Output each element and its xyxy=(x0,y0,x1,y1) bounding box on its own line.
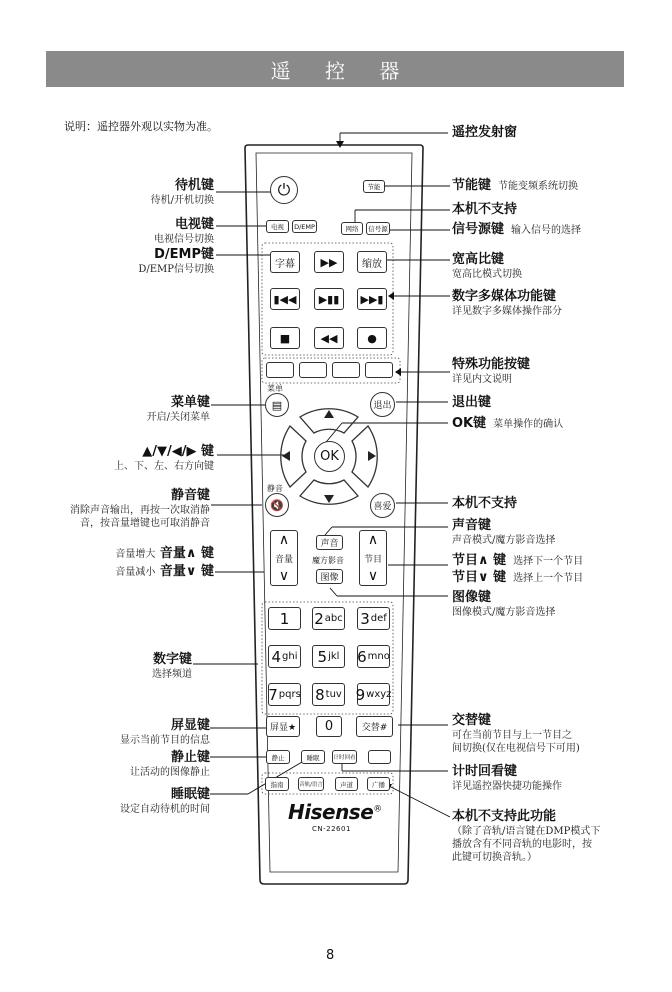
fav-na-label: 本机不支持 xyxy=(452,496,518,511)
sound-callout xyxy=(452,518,555,547)
number-3-button[interactable] xyxy=(357,607,390,630)
menu-callout xyxy=(147,395,210,424)
ok-callout xyxy=(452,416,563,433)
mute-icon: 🔇 xyxy=(270,498,284,512)
volume-up-label: 音量∧ 键 xyxy=(159,546,214,561)
volume-down-desc: 音量减小 xyxy=(115,567,156,578)
standby-callout xyxy=(151,178,214,207)
energy-label: 节能键 xyxy=(452,178,492,193)
volume-down-icon: ∨ xyxy=(278,568,290,584)
timeshift-callout xyxy=(452,764,562,793)
demp-button[interactable]: D/EMP xyxy=(292,220,317,233)
arrow-media xyxy=(388,292,394,300)
mute-caption: 静音 xyxy=(267,484,283,493)
na-func-callout xyxy=(452,809,600,864)
program-rocker[interactable] xyxy=(359,530,387,586)
mute-button[interactable] xyxy=(265,493,289,517)
number-label: 数字键 xyxy=(152,652,192,667)
sound-button[interactable]: 声音 xyxy=(316,535,343,550)
record-icon: ● xyxy=(367,331,377,345)
display-callout xyxy=(120,718,210,747)
display-button[interactable]: 屏显★ xyxy=(266,716,300,737)
previous-button[interactable] xyxy=(270,288,300,310)
model-number: CN-22601 xyxy=(312,825,351,833)
prog-down-desc: 选择上一个节目 xyxy=(513,573,584,584)
number-letters: jkl xyxy=(328,651,340,662)
tv-label: 电视键 xyxy=(174,217,214,232)
sound-label: 声音键 xyxy=(452,518,492,533)
number-8-button[interactable] xyxy=(312,683,345,706)
color-key-blue[interactable] xyxy=(365,362,393,378)
volume-up-line xyxy=(115,546,214,562)
standby-desc: 待机/开机切换 xyxy=(150,195,214,206)
arrows-callout xyxy=(114,444,214,473)
dpad-right-arrow xyxy=(368,451,376,461)
dpad-down-arrow xyxy=(324,495,334,503)
timeshift-button[interactable]: 计时回看 xyxy=(332,750,357,764)
prog-down-callout xyxy=(452,570,583,587)
exit-label: 退出键 xyxy=(452,395,492,410)
energy-desc: 节能变频系统切换 xyxy=(498,181,579,192)
na-func-desc-2: 播放含有不同音轨的电影时，按 xyxy=(452,839,592,850)
play-pause-button[interactable] xyxy=(314,288,344,310)
arrow-special xyxy=(395,368,401,376)
mute-label: 静音键 xyxy=(170,488,210,503)
number-2-button[interactable] xyxy=(312,607,345,630)
picture-desc: 图像模式/魔方影音选择 xyxy=(452,607,556,618)
blank-button[interactable] xyxy=(368,750,391,764)
number-digit: 5 xyxy=(317,647,328,666)
guide-button[interactable]: 指南 xyxy=(265,777,289,791)
ir-label: 遥控发射窗 xyxy=(452,125,518,140)
timeshift-label: 计时回看键 xyxy=(452,764,518,779)
color-key-green[interactable] xyxy=(299,362,327,378)
number-5-button[interactable] xyxy=(312,645,345,668)
power-button[interactable] xyxy=(270,176,298,204)
special-callout xyxy=(452,357,530,386)
previous-icon: ▮◀◀ xyxy=(273,292,297,306)
rewind-icon: ◀◀ xyxy=(320,331,338,345)
sleep-desc: 设定自动待机的时间 xyxy=(120,804,210,815)
swap-button[interactable]: 交替# xyxy=(356,716,393,737)
sleep-label: 睡眠键 xyxy=(170,787,210,802)
stop-button[interactable] xyxy=(270,327,300,349)
source-callout xyxy=(452,222,581,239)
brand-logo xyxy=(288,800,382,824)
broadcast-button[interactable]: 广播 xyxy=(367,777,390,791)
menu-icon: ▤ xyxy=(271,398,283,412)
ok-desc: 菜单操作的确认 xyxy=(493,419,564,430)
display-label: 屏显键 xyxy=(170,718,210,733)
number-digit: 9 xyxy=(355,685,366,704)
demp-callout xyxy=(138,247,214,276)
energy-callout xyxy=(452,178,578,195)
aspect-desc: 宽高比模式切换 xyxy=(452,269,522,280)
swap-label: 交替键 xyxy=(452,713,492,728)
energy-button[interactable]: 节能 xyxy=(363,180,385,193)
program-label: 节目 xyxy=(363,554,382,565)
number-letters: mno xyxy=(367,651,390,662)
rewind-button[interactable] xyxy=(314,327,344,349)
picture-label: 图像键 xyxy=(452,590,492,605)
arrows-label: ▲/▼/◀/▶ 键 xyxy=(142,444,214,459)
source-label: 信号源键 xyxy=(452,222,505,237)
color-key-yellow[interactable] xyxy=(332,362,360,378)
timeshift-desc: 详见遥控器快捷功能操作 xyxy=(452,781,562,792)
swap-desc-1: 可在当前节目与上一节目之 xyxy=(452,730,572,741)
network-na-label: 本机不支持 xyxy=(452,202,518,217)
number-letters: ghi xyxy=(282,651,298,662)
volume-up-icon: ∧ xyxy=(278,532,290,548)
freeze-callout xyxy=(130,750,210,779)
source-button[interactable]: 信号源 xyxy=(366,222,390,235)
media-label: 数字多媒体功能键 xyxy=(452,289,557,304)
number-0-button[interactable]: 0 xyxy=(316,716,342,737)
prog-down-label: 节目∨ 键 xyxy=(452,570,507,585)
prog-up-desc: 选择下一个节目 xyxy=(513,556,584,567)
sound-desc: 声音模式/魔方影音选择 xyxy=(452,535,556,546)
menu-label: 菜单键 xyxy=(170,395,210,410)
standby-label: 待机键 xyxy=(174,178,214,193)
ok-label: OK键 xyxy=(452,416,487,431)
freeze-desc: 让活动的图像静止 xyxy=(130,767,210,778)
mute-desc-2: 音，按音量增键也可取消静音 xyxy=(80,518,210,529)
color-key-red[interactable] xyxy=(266,362,294,378)
play-pause-icon: ▶▮▮ xyxy=(318,292,340,306)
brand-name: Hisense xyxy=(288,800,374,824)
brand-registered-mark: ® xyxy=(373,804,382,815)
next-button[interactable] xyxy=(357,288,387,310)
number-9-button[interactable] xyxy=(357,683,390,706)
volume-label: 音量 xyxy=(274,554,293,565)
exit-button[interactable]: 退出 xyxy=(370,392,395,417)
mute-desc-1: 消除声音输出，再按一次取消静 xyxy=(70,505,210,516)
leader-sound-b xyxy=(325,527,332,535)
menu-caption: 菜单 xyxy=(267,384,283,393)
volume-up-desc: 音量增大 xyxy=(115,549,156,560)
number-digit: 4 xyxy=(271,647,282,666)
audio-lang-button[interactable]: 音轨/语言 xyxy=(298,777,324,791)
aspect-label: 宽高比键 xyxy=(452,252,505,267)
source-desc: 输入信号的选择 xyxy=(511,225,582,236)
fast-forward-button[interactable] xyxy=(314,251,344,273)
number-letters: wxyz xyxy=(366,689,392,700)
number-letters: abc xyxy=(324,613,343,624)
volume-down-label: 音量∨ 键 xyxy=(159,564,214,579)
number-digit: 8 xyxy=(315,685,325,704)
dpad-up-arrow xyxy=(324,410,334,418)
number-callout xyxy=(152,652,192,681)
volume-down-line xyxy=(115,564,214,580)
prog-up-callout xyxy=(452,553,583,570)
swap-desc-2: 间切换(仅在电视信号下可用) xyxy=(452,743,580,754)
magic-caption: 魔方影音 xyxy=(312,556,344,565)
arrows-desc: 上、下、左、右方向键 xyxy=(114,461,214,472)
na-func-desc-1: （除了音轨/语言键在DMP模式下 xyxy=(452,826,601,837)
freeze-button[interactable]: 静止 xyxy=(266,750,290,764)
tv-desc: 电视信号切换 xyxy=(154,234,214,245)
tv-callout xyxy=(154,217,214,246)
swap-callout xyxy=(452,713,580,755)
fast-forward-icon: ▶▶ xyxy=(320,255,338,269)
na-func-desc-3: 此键可切换音轨。） xyxy=(452,852,537,863)
sleep-button[interactable]: 睡眠 xyxy=(301,750,325,764)
stop-icon: ■ xyxy=(279,331,291,345)
page-title: 遥 控 器 xyxy=(46,51,624,87)
na-func-label: 本机不支持此功能 xyxy=(452,809,557,824)
number-digit: 2 xyxy=(314,609,324,628)
media-desc: 详见数字多媒体操作部分 xyxy=(452,306,562,317)
number-digit: 1 xyxy=(279,609,290,628)
subtitle-button[interactable]: 字幕 xyxy=(270,251,300,273)
number-digit: 6 xyxy=(357,647,367,666)
display-desc: 显示当前节目的信息 xyxy=(120,735,210,746)
network-button[interactable]: 网络 xyxy=(341,222,363,235)
tv-button[interactable]: 电视 xyxy=(266,220,289,233)
number-4-button[interactable] xyxy=(268,645,301,668)
media-callout xyxy=(452,289,562,318)
freeze-label: 静止键 xyxy=(170,750,210,765)
volume-rocker[interactable] xyxy=(270,530,298,586)
number-letters: tuv xyxy=(325,689,342,700)
record-button[interactable] xyxy=(357,327,387,349)
number-desc: 选择频道 xyxy=(152,669,192,680)
page-number: 8 xyxy=(326,948,335,963)
demp-desc: D/EMP信号切换 xyxy=(138,264,214,275)
prog-up-label: 节目∧ 键 xyxy=(452,553,507,568)
number-digit: 3 xyxy=(360,609,370,628)
number-letters: def xyxy=(370,613,387,624)
volume-callout xyxy=(115,546,214,580)
sleep-callout xyxy=(120,787,210,816)
aspect-callout xyxy=(452,252,522,281)
ok-button[interactable]: OK xyxy=(314,441,345,472)
menu-desc: 开启/关闭菜单 xyxy=(146,412,210,423)
picture-callout xyxy=(452,590,555,619)
special-desc: 详见内文说明 xyxy=(452,374,512,385)
number-digit: 7 xyxy=(268,685,278,704)
menu-button[interactable] xyxy=(265,393,289,417)
leader-picture-b xyxy=(330,588,337,596)
power-icon: ⏻ xyxy=(277,180,291,199)
number-6-button[interactable] xyxy=(357,645,390,668)
number-1-button[interactable] xyxy=(268,607,301,630)
next-icon: ▶▶▮ xyxy=(360,292,384,306)
mute-callout xyxy=(70,488,210,530)
number-letters: pqrs xyxy=(278,689,301,700)
program-down-icon: ∨ xyxy=(367,568,379,584)
channel-button[interactable]: 声道 xyxy=(335,777,358,791)
zoom-button[interactable]: 缩放 xyxy=(357,251,387,273)
picture-button[interactable]: 图像 xyxy=(316,569,343,584)
favorite-button[interactable]: 喜爱 xyxy=(370,493,395,518)
note: 说明：遥控器外观以实物为准。 xyxy=(64,120,218,133)
program-up-icon: ∧ xyxy=(367,532,379,548)
special-label: 特殊功能按键 xyxy=(452,357,531,372)
demp-label: D/EMP键 xyxy=(154,247,214,262)
dpad-left-arrow xyxy=(282,451,290,461)
number-7-button[interactable] xyxy=(268,683,301,706)
leader-na xyxy=(385,784,450,817)
